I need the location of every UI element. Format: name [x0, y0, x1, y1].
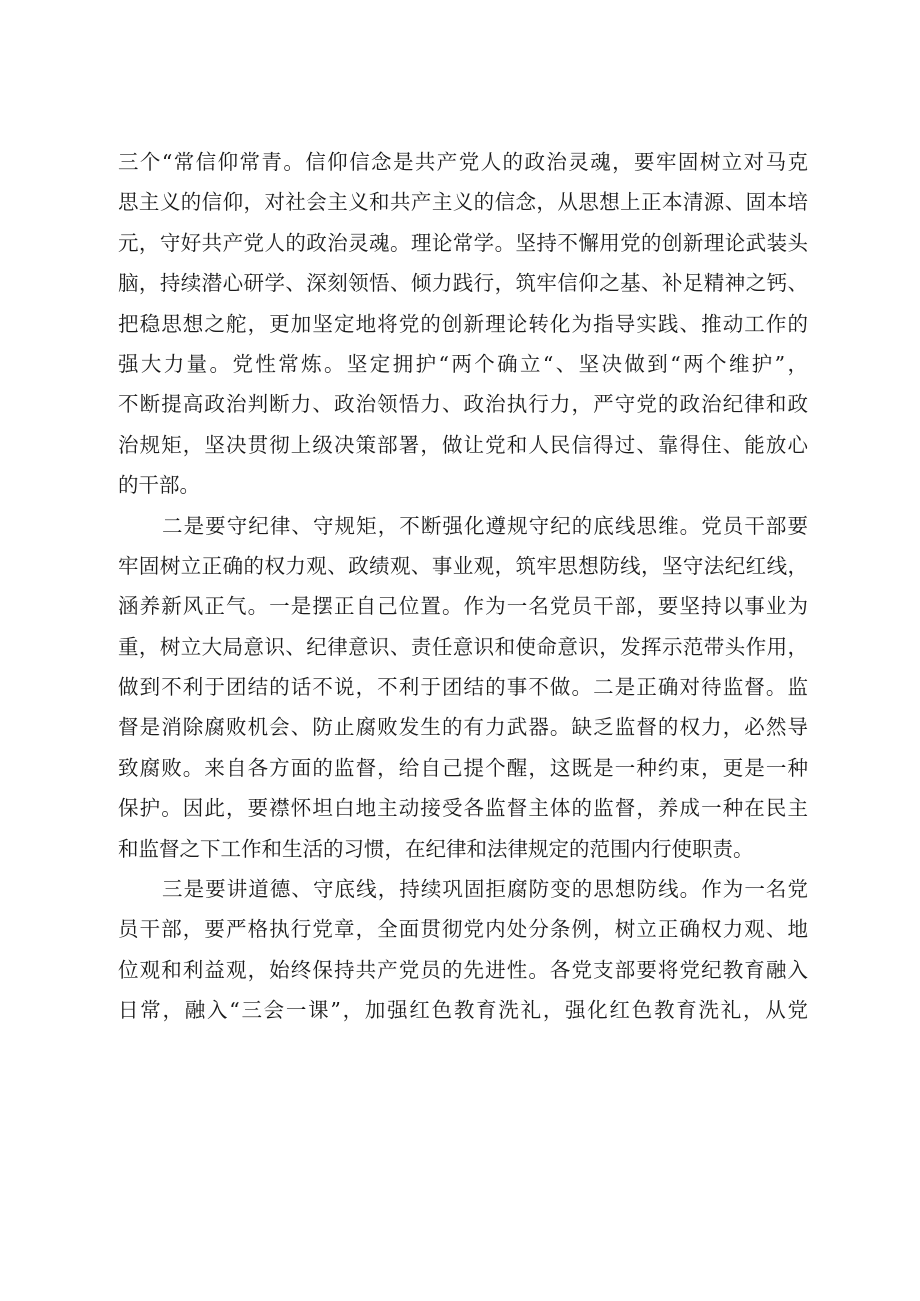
text-line: 三是要讲道德、守底线，持续巩固拒腐防变的思想防线。作为一名党	[162, 877, 808, 902]
text-line: 三个“常信仰常青。信仰信念是共产党人的政治灵魂，要牢固树立对马克	[118, 150, 808, 174]
text-line: 牢固树立正确的权力观、政绩观、事业观，筑牢思想防线，坚守法纪红线，	[118, 553, 808, 578]
text-line: 二是要守纪律、守规矩，不断强化遵规守纪的底线思维。党员干部要	[162, 513, 808, 538]
paragraph-morality	[118, 869, 808, 1031]
text-line: 不断提高政治判断力、政治领悟力、政治执行力，严守党的政治纪律和政	[118, 392, 808, 417]
text-line: 涵养新风正气。一是摆正自己位置。作为一名党员干部，要坚持以事业为	[118, 594, 808, 619]
paragraph-faith	[118, 142, 808, 506]
text-line: 做到不利于团结的话不说，不利于团结的事不做。二是正确对待监督。监	[118, 675, 808, 700]
text-line: 重，树立大局意识、纪律意识、责任意识和使命意识，发挥示范带头作用，	[118, 634, 808, 659]
document-body	[118, 142, 808, 1031]
text-line: 的干部。	[118, 473, 200, 498]
text-line: 脑，持续潜心研学、深刻领悟、倾力践行，筑牢信仰之基、补足精神之钙、	[118, 271, 808, 296]
text-line: 把稳思想之舵，更加坚定地将党的创新理论转化为指导实践、推动工作的	[118, 311, 808, 336]
text-line: 元，守好共产党人的政治灵魂。理论常学。坚持不懈用党的创新理论武装头	[118, 230, 808, 255]
text-line: 日常，融入“三会一课”，加强红色教育洗礼，强化红色教育洗礼，从党	[118, 998, 808, 1023]
text-line: 强大力量。党性常炼。坚定拥护“两个确立“、坚决做到“两个维护”，	[118, 351, 808, 376]
text-line: 治规矩，坚决贯彻上级决策部署，做让党和人民信得过、靠得住、能放心	[118, 432, 808, 457]
text-line: 思主义的信仰，对社会主义和共产主义的信念，从思想上正本清源、固本培	[118, 190, 808, 215]
text-line: 位观和利益观，始终保持共产党员的先进性。各党支部要将党纪教育融入	[118, 957, 808, 982]
text-line: 和监督之下工作和生活的习惯，在纪律和法律规定的范围内行使职责。	[118, 836, 754, 861]
text-line: 保护。因此，要襟怀坦白地主动接受各监督主体的监督，养成一种在民主	[118, 796, 808, 821]
text-line: 督是消除腐败机会、防止腐败发生的有力武器。缺乏监督的权力，必然导	[118, 715, 808, 740]
paragraph-discipline	[118, 506, 808, 870]
text-line: 员干部，要严格执行党章，全面贯彻党内处分条例，树立正确权力观、地	[118, 917, 808, 942]
text-line: 致腐败。来自各方面的监督，给自己提个醒，这既是一种约束，更是一种	[118, 755, 808, 780]
